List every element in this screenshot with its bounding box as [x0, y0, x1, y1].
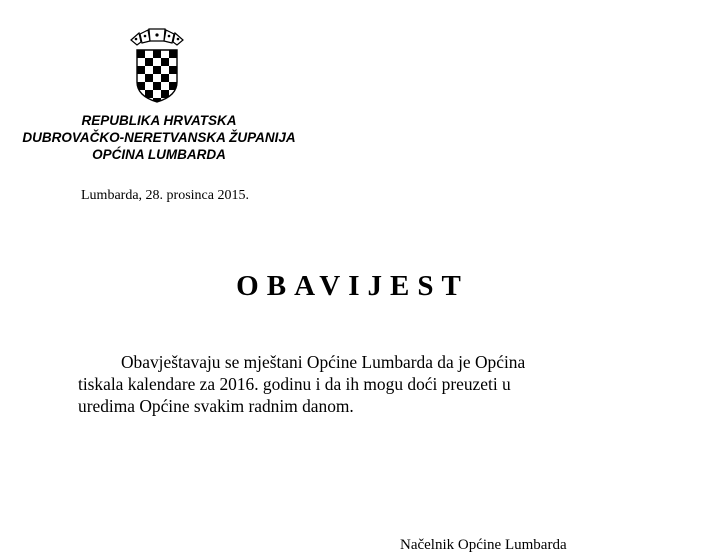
signature-line: Načelnik Općine Lumbarda [400, 537, 567, 553]
header-line-county: DUBROVAČKO-NERETVANSKA ŽUPANIJA [22, 130, 296, 145]
notice-body [78, 351, 588, 417]
notice-line-2: tiskala kalendare za 2016. godinu i da ih mogu doći preuzeti u [78, 374, 511, 394]
notice-line-3: uredima Općine svakim radnim danom. [78, 396, 354, 416]
coat-of-arms-icon [128, 28, 186, 104]
date-line: Lumbarda, 28. prosinca 2015. [81, 188, 249, 203]
header-line-municipality: OPĆINA LUMBARDA [92, 147, 226, 162]
header-line-republic: REPUBLIKA HRVATSKA [81, 113, 237, 128]
notice-line-1: Obavještavaju se mještani Općine Lumbarda da je Općina [121, 352, 526, 372]
document-title: OBAVIJEST [236, 270, 469, 302]
issuer-header [0, 112, 318, 163]
